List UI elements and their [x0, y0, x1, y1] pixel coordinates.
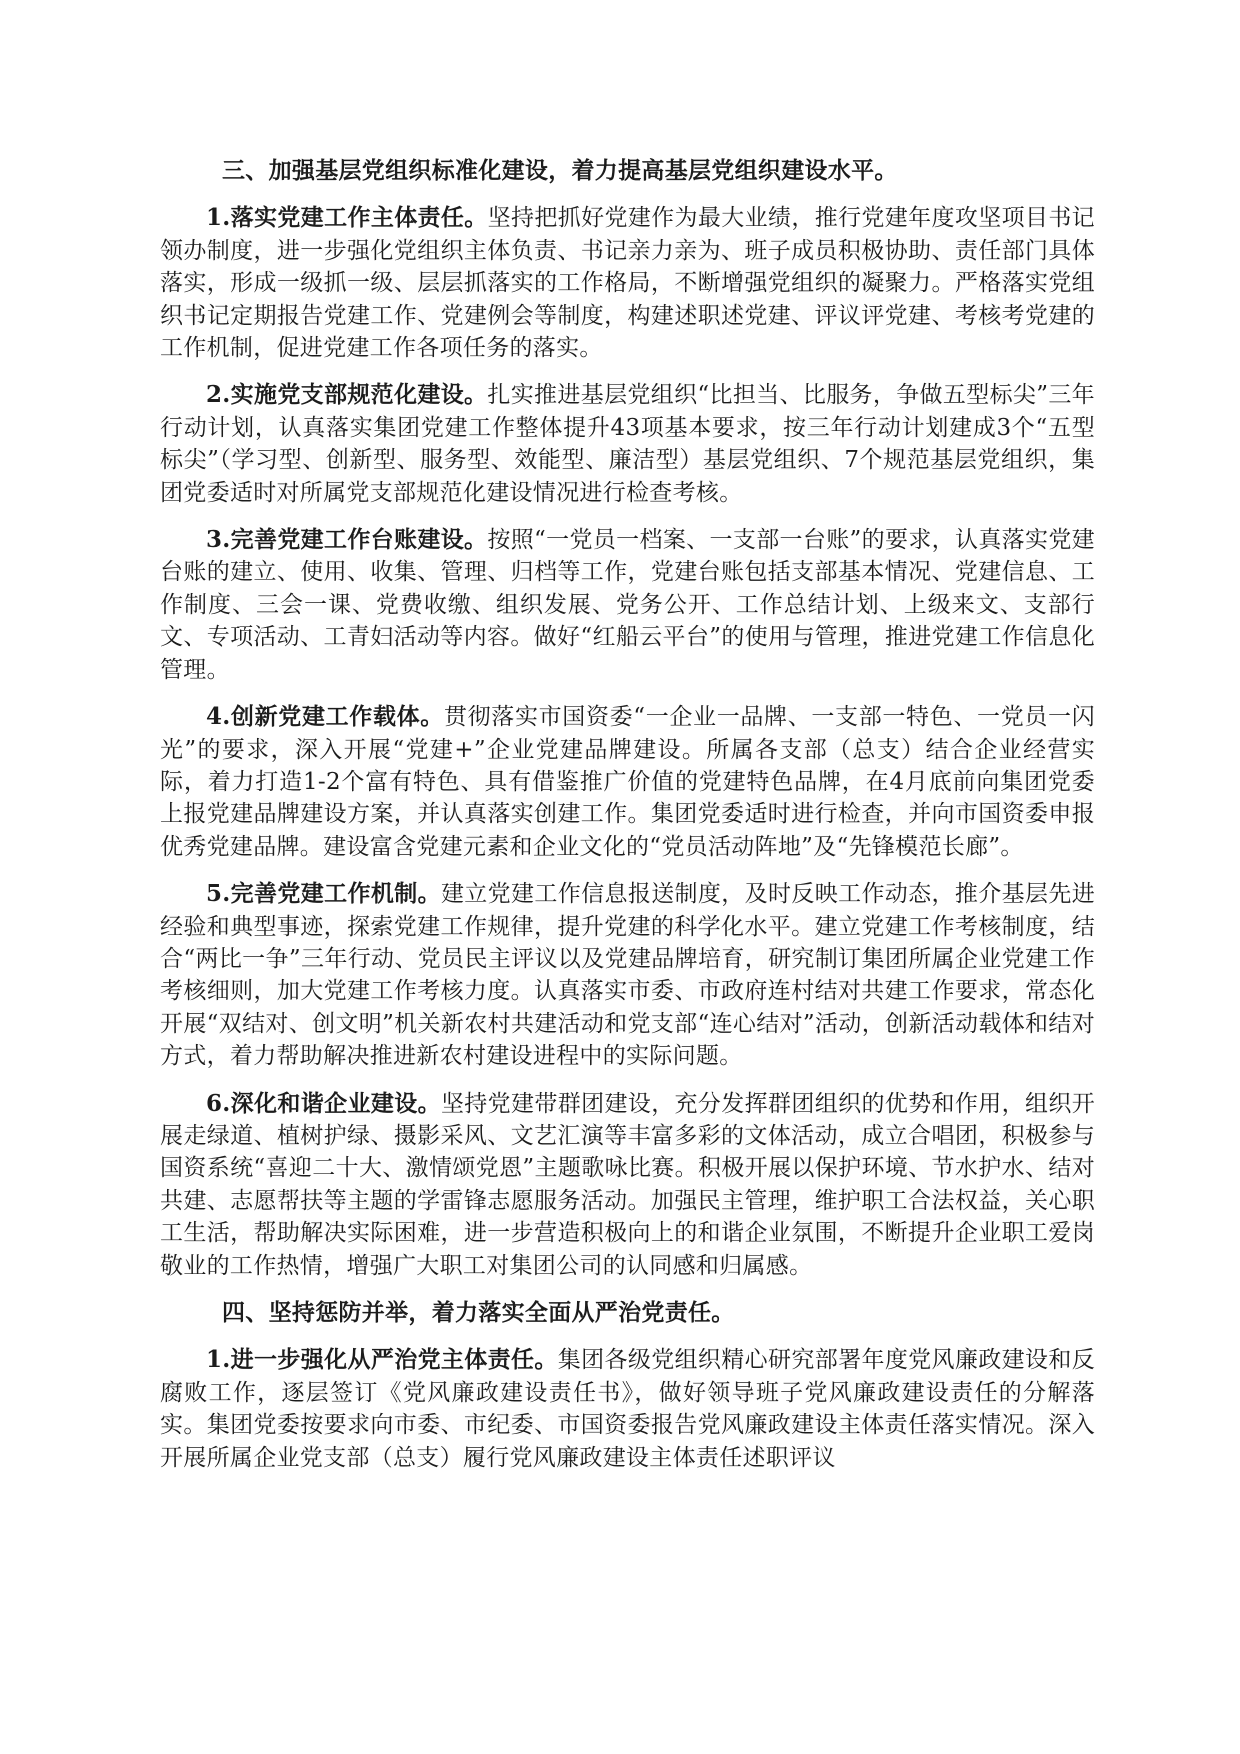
section-4-heading: 四、坚持惩防并举，着力落实全面从严治党责任。: [222, 1299, 735, 1326]
section-3-item-5: [160, 878, 1095, 1072]
section-4-item-1: [160, 1344, 1095, 1474]
section-3-heading: 三、加强基层党组织标准化建设，着力提高基层党组织建设水平。: [222, 157, 898, 184]
section-3-item-2: [160, 379, 1095, 509]
item-lead: 2.实施党支部规范化建设。: [206, 381, 488, 409]
item-lead: 1.落实党建工作主体责任。: [206, 204, 488, 232]
item-lead: 3.完善党建工作台账建设。: [206, 526, 488, 554]
item-lead: 5.完善党建工作机制。: [206, 880, 441, 908]
section-3-item-1: [160, 202, 1095, 364]
item-lead: 1.进一步强化从严治党主体责任。: [206, 1346, 558, 1374]
item-body: 按照“一党员一档案、一支部一台账”的要求，认真落实党建台账的建立、使用、收集、管理、归档等工作，党建台账包括支部基本情况、党建信息、工作制度、三会一课、党费收缴、组织发展、党务公开、工作总结计划、上级来文、支部行文、专项活动、工青妇活动等内容。做好“红船云平台”的使用与管理，推进党建工作信息化管理。: [160, 527, 1095, 683]
item-lead: 4.创新党建工作载体。: [206, 703, 444, 731]
item-body: 贯彻落实市国资委“一企业一品牌、一支部一特色、一党员一闪光”的要求，深入开展“党建+”企业党建品牌建设。所属各支部（总支）结合企业经营实际，着力打造1-2个富有特色、具有借鉴推广价值的党建特色品牌，在4月底前向集团党委上报党建品牌建设方案，并认真落实创建工作。集团党委适时进行检查，并向市国资委申报优秀党建品牌。建设富含党建元素和企业文化的“党员活动阵地”及“先锋模范长廊”。: [160, 704, 1095, 860]
document-page: [160, 155, 1095, 1489]
item-body: 建立党建工作信息报送制度，及时反映工作动态，推介基层先进经验和典型事迹，探索党建工作规律，提升党建的科学化水平。建立党建工作考核制度，结合“两比一争”三年行动、党员民主评议以及党建品牌培育，研究制订集团所属企业党建工作考核细则，加大党建工作考核力度。认真落实市委、市政府连村结对共建工作要求，常态化开展“双结对、创文明”机关新农村共建活动和党支部“连心结对”活动，创新活动载体和结对方式，着力帮助解决推进新农村建设进程中的实际问题。: [160, 881, 1096, 1070]
section-3-item-6: [160, 1088, 1095, 1282]
item-body: 坚持把抓好党建作为最大业绩，推行党建年度攻坚项目书记领办制度，进一步强化党组织主体负责、书记亲力亲为、班子成员积极协助、责任部门具体落实，形成一级抓一级、层层抓落实的工作格局，不断增强党组织的凝聚力。严格落实党组织书记定期报告党建工作、党建例会等制度，构建述职述党建、评议评党建、考核考党建的工作机制，促进党建工作各项任务的落实。: [160, 205, 1095, 362]
item-lead: 6.深化和谐企业建设。: [206, 1089, 441, 1117]
section-3-item-3: [160, 524, 1095, 686]
item-body: 坚持党建带群团建设，充分发挥群团组织的优势和作用，组织开展走绿道、植树护绿、摄影采风、文艺汇演等丰富多彩的文体活动，成立合唱团，积极参与国资系统“喜迎二十大、激情颂党恩”主题歌咏比赛。积极开展以保护环境、节水护水、结对共建、志愿帮扶等主题的学雷锋志愿服务活动。加强民主管理，维护职工合法权益，关心职工生活，帮助解决实际困难，进一步营造积极向上的和谐企业氛围，不断提升企业职工爱岗敬业的工作热情，增强广大职工对集团公司的认同感和归属感。: [160, 1090, 1096, 1279]
item-body: 集团各级党组织精心研究部署年度党风廉政建设和反腐败工作，逐层签订《党风廉政建设责任书》，做好领导班子党风廉政建设责任的分解落实。集团党委按要求向市委、市纪委、市国资委报告党风廉政建设主体责任落实情况。深入开展所属企业党支部（总支）履行党风廉政建设主体责任述职评议: [160, 1347, 1096, 1471]
section-3-item-4: [160, 701, 1095, 863]
item-body: 扎实推进基层党组织“比担当、比服务，争做五型标尖”三年行动计划，认真落实集团党建工作整体提升43项基本要求，按三年行动计划建成3个“五型标尖”（学习型、创新型、服务型、效能型、廉洁型）基层党组织、7个规范基层党组织，集团党委适时对所属党支部规范化建设情况进行检查考核。: [160, 382, 1095, 506]
